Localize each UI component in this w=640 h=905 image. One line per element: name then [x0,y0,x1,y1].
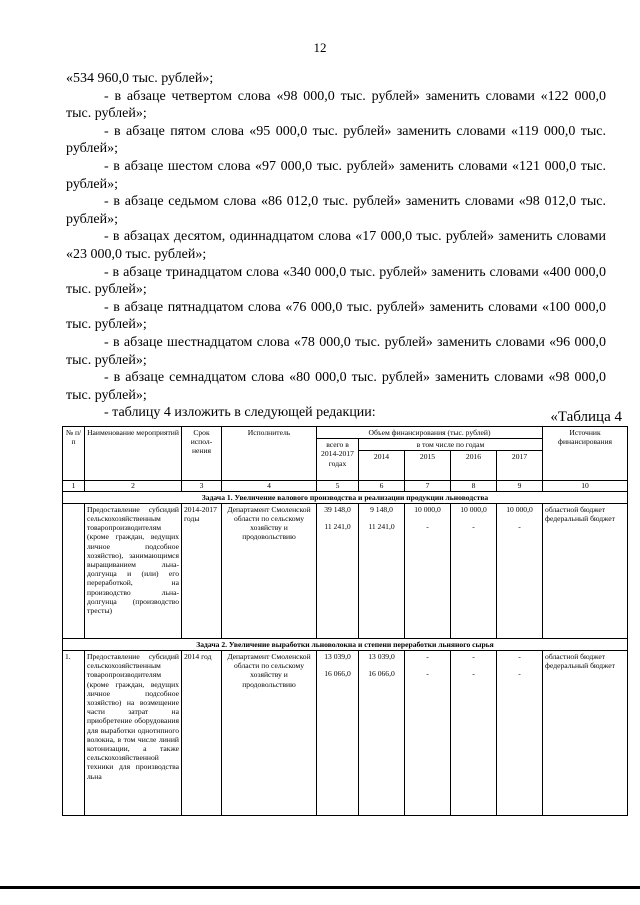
table-row [63,651,628,816]
colnum-1: 1 [63,481,85,491]
bottom-rule [0,886,640,889]
colnum-5: 5 [317,481,359,491]
header-num: № п/п [63,427,85,481]
row1-total [317,503,359,638]
row2-2016 [451,651,497,816]
row1-2014-federal: 11 241,0 [368,522,395,532]
row2-num: 1. [63,651,85,816]
row1-source-federal: федеральный бюджет [545,514,615,524]
row1-term: 2014-2017 годы [182,503,222,638]
row1-source-regional: областной бюджет [545,504,606,514]
paragraph-9: - в абзаце семнадцатом слова «80 000,0 тыс. рублей» заменить словами «98 000,0 тыс. рублей»; [66,370,606,403]
header-total: всего в 2014-2017 годах [317,439,359,481]
header-year-2016: 2016 [451,451,497,481]
header-by-years: в том числе по годам [359,439,543,451]
row2-total-regional: 13 039,0 [324,652,351,662]
header-year-2015: 2015 [405,451,451,481]
paragraph-5: - в абзацах десятом, одиннадцатом слова «17 000,0 тыс. рублей» заменить словами «23 000,0 тыс. рублей»; [66,229,606,262]
paragraph-7: - в абзаце пятнадцатом слова «76 000,0 тыс. рублей» заменить словами «100 000,0 тыс. рублей»; [66,299,606,333]
row1-total-regional: 39 148,0 [324,504,351,514]
paragraph-4: - в абзаце седьмом слова «86 012,0 тыс. рублей» заменить словами «98 012,0 тыс. рублей»; [66,194,606,227]
colnum-2: 2 [85,481,182,491]
row1-source [543,503,628,638]
row1-2017-federal: - [518,522,521,532]
row2-2017-regional: - [518,652,521,662]
row2-total [317,651,359,816]
colnum-8: 8 [451,481,497,491]
table-row [63,503,628,638]
row2-name: Предоставление субсидий сельскохозяйственным товаропроизводителям (кроме граждан, ведущих личное подсобное хозяйство) на возмещение части затрат на приобретение оборудования для выработки однотипного волокна, в том числе линий котонизации, а также сельскохозяйственной техники для производства льна [85,651,182,816]
row2-2016-federal: - [472,669,475,679]
financing-table [62,426,628,816]
row1-2017 [497,503,543,638]
row2-2014 [359,651,405,816]
colnum-4: 4 [222,481,317,491]
task-1-title: Задача 1. Увеличение валового производства и реализации продукции льноводства [63,491,628,503]
paragraph-3: - в абзаце шестом слова «97 000,0 тыс. рублей» заменить словами «121 000,0 тыс. рублей»; [66,158,606,192]
row1-2016-regional: 10 000,0 [460,504,487,514]
row1-num [63,503,85,638]
task-2-title: Задача 2. Увеличение выработки льноволокна и степени переработки льняного сырья [63,638,628,650]
paragraph-8: - в абзаце шестнадцатом слова «78 000,0 тыс. рублей» заменить словами «96 000,0 тыс. рублей»; [66,334,606,368]
paragraph-10: - таблицу 4 изложить в следующей редакции: [104,405,376,421]
row2-2015-regional: - [426,652,429,662]
column-numbers-row [63,481,628,491]
table-caption: «Таблица 4 [550,409,622,425]
row1-2016 [451,503,497,638]
row2-source-federal: федеральный бюджет [545,661,615,671]
colnum-9: 9 [497,481,543,491]
row1-2017-regional: 10 000,0 [506,504,533,514]
header-year-2017: 2017 [497,451,543,481]
row1-2015 [405,503,451,638]
row1-2016-federal: - [472,522,475,532]
row2-2014-federal: 16 066,0 [368,669,395,679]
row2-2017-federal: - [518,669,521,679]
row1-2015-federal: - [426,522,429,532]
row2-2016-regional: - [472,652,475,662]
row1-total-federal: 11 241,0 [324,522,351,532]
task-2-row [63,638,628,650]
row2-2017 [497,651,543,816]
body-text [66,70,606,422]
colnum-6: 6 [359,481,405,491]
header-year-2014: 2014 [359,451,405,481]
row2-2015 [405,651,451,816]
header-term: Срок испол-нения [182,427,222,481]
paragraph-0: «534 960,0 тыс. рублей»; [66,71,214,86]
row2-source-regional: областной бюджет [545,652,606,662]
row2-total-federal: 16 066,0 [324,669,351,679]
row1-2014-regional: 9 148,0 [370,504,393,514]
paragraph-6: - в абзаце тринадцатом слова «340 000,0 тыс. рублей» заменить словами «400 000,0 тыс. рублей»; [66,264,606,298]
colnum-3: 3 [182,481,222,491]
paragraph-1: - в абзаце четвертом слова «98 000,0 тыс. рублей» заменить словами «122 000,0 тыс. рублей»; [66,88,606,122]
header-funding: Объем финансирования (тыс. рублей) [317,427,543,439]
colnum-10: 10 [543,481,628,491]
row1-name: Предоставление субсидий сельскохозяйственным товаропроизводителям (кроме граждан, ведущих личное подсобное хозяйство), занимающимся выращиванием льна-долгунца и (или) его переработкой, на производство льна-долгунца (производство тресты) [85,503,182,638]
page-number: 12 [313,40,327,55]
header-name: Наименование мероприятий [85,427,182,481]
row2-2015-federal: - [426,669,429,679]
row1-2015-regional: 10 000,0 [414,504,441,514]
row1-2014 [359,503,405,638]
header-executor: Исполнитель [222,427,317,481]
paragraph-2: - в абзаце пятом слова «95 000,0 тыс. рублей» заменить словами «119 000,0 тыс. рублей»; [66,123,606,157]
row2-2014-regional: 13 039,0 [368,652,395,662]
row1-executor: Департамент Смоленской области по сельскому хозяйству и продовольствию [222,503,317,638]
row2-source [543,651,628,816]
task-1-row [63,491,628,503]
row2-executor: Департамент Смоленской области по сельскому хозяйству и продовольствию [222,651,317,816]
header-source: Источник финансирования [543,427,628,481]
header-row-1 [63,427,628,439]
row2-term: 2014 год [182,651,222,816]
colnum-7: 7 [405,481,451,491]
